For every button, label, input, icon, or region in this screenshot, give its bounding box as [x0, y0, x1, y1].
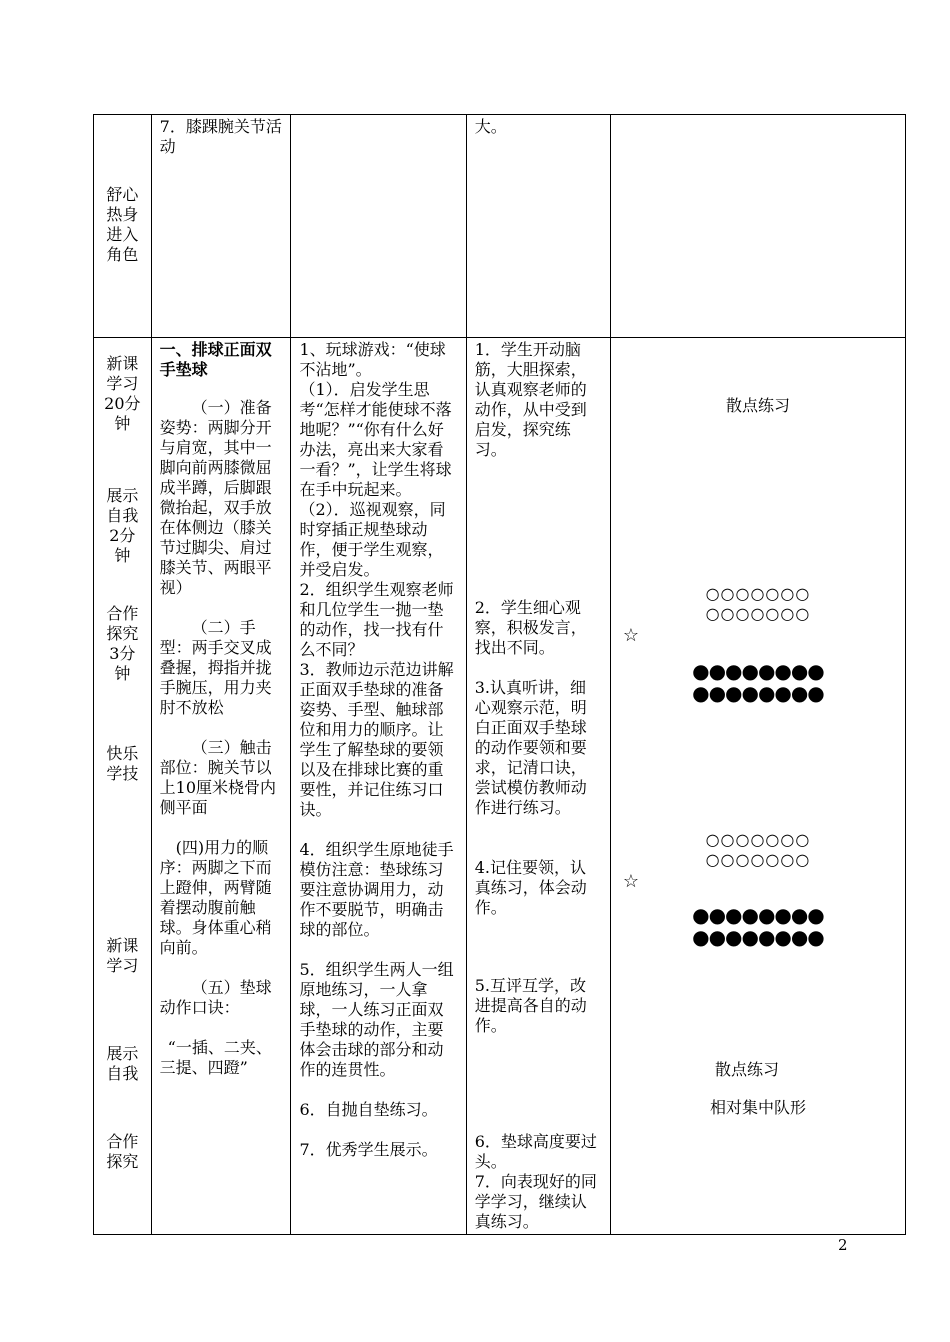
- section-label: 展示自我: [106, 1044, 139, 1083]
- student-step: 3.认真听讲，细心观察示范，明白正面双手垫球的动作要领和要求，记清口诀，尝试模仿教师动作进行练习。: [474, 678, 587, 817]
- content-heading: 一、排球正面双手垫球: [159, 340, 272, 379]
- content-text: 7．膝踝腕关节活动: [159, 117, 282, 156]
- formation-label: 散点练习: [725, 396, 790, 415]
- content-cell: [151, 338, 291, 1235]
- content-paragraph: （三）触击部位：腕关节以上10厘米桡骨内侧平面: [159, 738, 277, 817]
- teacher-step: 7．优秀学生展示。: [299, 1140, 438, 1159]
- student-step: 4.记住要领，认真练习，体会动作。: [474, 858, 587, 917]
- table-row: [94, 338, 906, 1235]
- section-label: 展示自我2分钟: [106, 486, 139, 565]
- teacher-step: 6．自抛自垫练习。: [299, 1100, 438, 1119]
- formation-cell: [610, 115, 905, 338]
- teacher-step: 1、玩球游戏：“使球不沾地”。: [299, 340, 446, 379]
- section-label: 快乐学技: [106, 744, 139, 783]
- section-label: 新课学习: [106, 936, 139, 975]
- teacher-step: 4．组织学生原地徒手模仿注意：垫球练习要注意协调用力，动作不要脱节，明确击球的部位。: [299, 840, 454, 939]
- dot-row: ●●●●●●●●: [692, 681, 824, 705]
- teacher-cell: [291, 338, 466, 1235]
- table-row: [94, 115, 906, 338]
- content-paragraph: （二）手型：两手交叉成叠握，拇指并拢手腕压，用力夹肘不放松: [159, 618, 272, 717]
- student-step: 1．学生开动脑筋，大胆探索，认真观察老师的动作，从中受到启发，探究练习。: [474, 340, 587, 459]
- lesson-plan-table: [93, 114, 906, 1235]
- dot-row: ●●●●●●●●: [692, 925, 824, 949]
- student-step: 2．学生细心观察，积极发言，找出不同。: [474, 598, 587, 657]
- circle-row: ○○○○○○○: [705, 604, 811, 623]
- dot-row: ●●●●●●●●: [692, 903, 824, 927]
- section-label: 舒心热身进入角色: [106, 185, 139, 264]
- circle-row: ○○○○○○○: [705, 850, 811, 869]
- dot-row: ●●●●●●●●: [692, 659, 824, 683]
- teacher-star-icon: ☆: [622, 625, 640, 646]
- content-paragraph: “一插、二夹、三提、四蹬”: [159, 1038, 272, 1077]
- student-step: 6．垫球高度要过头。: [474, 1132, 597, 1171]
- section-cell: [94, 115, 152, 338]
- teacher-cell: [291, 115, 466, 338]
- content-paragraph: (四)用力的顺序：两脚之下而上蹬伸，两臂随着摆动腹前触球。身体重心稍向前。: [159, 838, 272, 957]
- teacher-step: （2）．巡视观察，同时穿插正规垫球动作，便于学生观察，并受启发。: [299, 500, 446, 579]
- page-number: 2: [838, 1236, 848, 1254]
- content-cell: [151, 115, 291, 338]
- section-cell: [94, 338, 152, 1235]
- section-label: 合作探究: [106, 1132, 139, 1171]
- teacher-step: （1）．启发学生思考“怎样才能使球不落地呢？”“你有什么好办法，亮出来大家看一看？”，让学生将球在手中玩起来。: [299, 380, 452, 499]
- formation-cell: [610, 338, 905, 1235]
- content-paragraph: （一）准备姿势：两脚分开与肩宽，其中一脚向前两膝微屈成半蹲，后脚跟微抬起，双手放在体侧边（膝关节过脚尖、肩过膝关节、两眼平视）: [159, 398, 272, 597]
- content-paragraph: （五）垫球动作口诀：: [159, 978, 272, 1017]
- formation-label: 相对集中队形: [709, 1098, 806, 1117]
- teacher-step: 3．教师边示范边讲解正面双手垫球的准备姿势、手型、触球部位和用力的顺序。让学生了解垫球的要领以及在排球比赛的重要性，并记住练习口诀。: [299, 660, 454, 819]
- student-step: 7．向表现好的同学学习，继续认真练习。: [474, 1172, 597, 1231]
- formation-label: 散点练习: [714, 1060, 779, 1079]
- circle-row: ○○○○○○○: [705, 584, 811, 603]
- section-label: 新课学习20分钟: [104, 354, 141, 433]
- student-cell: [466, 338, 610, 1235]
- teacher-step: 5．组织学生两人一组原地练习，一人拿球，一人练习正面双手垫球的动作，主要体会击球的部分和动作的连贯性。: [299, 960, 454, 1079]
- student-step: 5.互评互学，改进提高各自的动作。: [474, 976, 587, 1035]
- teacher-star-icon: ☆: [622, 871, 640, 892]
- circle-row: ○○○○○○○: [705, 830, 811, 849]
- section-label: 合作探究3分钟: [106, 604, 139, 683]
- student-text: 大。: [474, 117, 507, 136]
- teacher-step: 2．组织学生观察老师和几位学生一抛一垫的动作，找一找有什么不同？: [299, 580, 454, 659]
- student-cell: [466, 115, 610, 338]
